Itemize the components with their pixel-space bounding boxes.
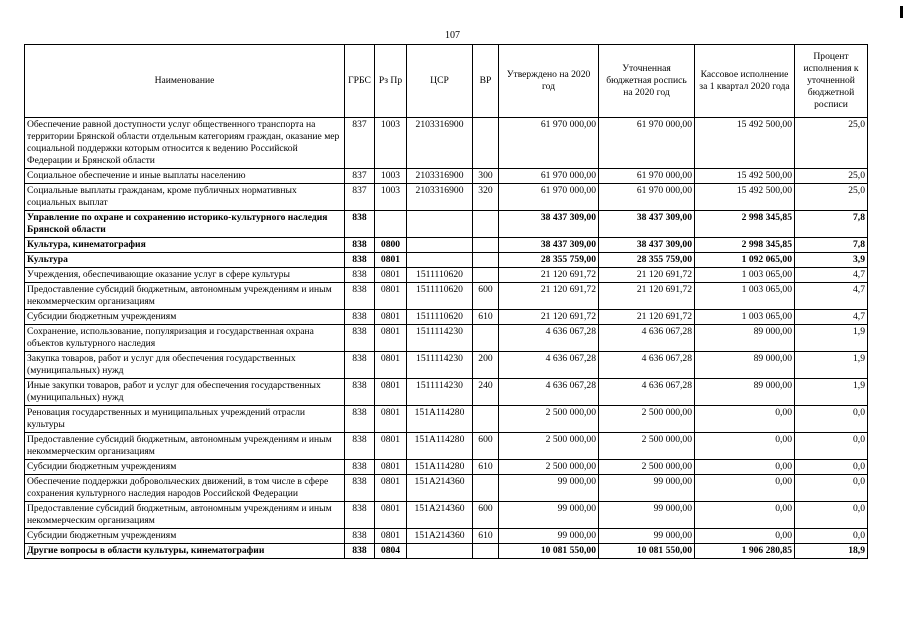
cell-approved: 21 120 691,72 (499, 267, 599, 282)
cell-grbs: 838 (345, 474, 375, 501)
cell-grbs: 838 (345, 378, 375, 405)
cell-grbs: 838 (345, 309, 375, 324)
cell-name: Закупка товаров, работ и услуг для обеспечения государственных (муниципальных) нужд (25, 351, 345, 378)
cell-name: Обеспечение поддержки добровольческих движений, в том числе в сфере сохранения культурного наследия народов Российской Федерации (25, 474, 345, 501)
cell-approved: 4 636 067,28 (499, 351, 599, 378)
cell-approved: 2 500 000,00 (499, 432, 599, 459)
cell-name: Культура (25, 252, 345, 267)
cell-grbs: 837 (345, 168, 375, 183)
cell-rzpr: 0801 (375, 405, 407, 432)
cell-cash: 0,00 (695, 501, 795, 528)
cell-csr: 1511114230 (407, 324, 473, 351)
cell-cash: 0,00 (695, 474, 795, 501)
cell-rzpr: 0801 (375, 501, 407, 528)
cell-cash: 1 906 280,85 (695, 543, 795, 558)
cell-vr: 320 (473, 183, 499, 210)
table-row (25, 252, 868, 267)
cell-csr: 151A114280 (407, 405, 473, 432)
cell-revised: 4 636 067,28 (599, 324, 695, 351)
header-percent: Процент исполнения к уточненной бюджетной росписи (795, 45, 868, 118)
cell-cash: 1 003 065,00 (695, 267, 795, 282)
cell-csr: 1511114230 (407, 351, 473, 378)
cell-rzpr (375, 210, 407, 237)
cell-revised: 61 970 000,00 (599, 118, 695, 169)
cell-percent: 25,0 (795, 118, 868, 169)
cell-percent: 18,9 (795, 543, 868, 558)
cell-cash: 0,00 (695, 405, 795, 432)
cell-approved: 4 636 067,28 (499, 378, 599, 405)
cell-approved: 2 500 000,00 (499, 405, 599, 432)
cell-vr (473, 210, 499, 237)
cell-grbs: 837 (345, 118, 375, 169)
edge-mark (900, 6, 903, 18)
cell-percent: 4,7 (795, 282, 868, 309)
header-grbs: ГРБС (345, 45, 375, 118)
cell-name: Предоставление субсидий бюджетным, автономным учреждениям и иным некоммерческим организациям (25, 282, 345, 309)
cell-csr: 2103316900 (407, 168, 473, 183)
header-vr: ВР (473, 45, 499, 118)
table-row (25, 282, 868, 309)
table-row (25, 405, 868, 432)
cell-percent: 0,0 (795, 405, 868, 432)
cell-grbs: 838 (345, 267, 375, 282)
cell-vr: 610 (473, 528, 499, 543)
cell-approved: 2 500 000,00 (499, 459, 599, 474)
cell-percent: 25,0 (795, 183, 868, 210)
cell-csr: 151A114280 (407, 432, 473, 459)
cell-name: Культура, кинематография (25, 237, 345, 252)
cell-csr: 1511110620 (407, 282, 473, 309)
table-row (25, 501, 868, 528)
table-row (25, 267, 868, 282)
cell-name: Учреждения, обеспечивающие оказание услуг в сфере культуры (25, 267, 345, 282)
cell-cash: 89 000,00 (695, 324, 795, 351)
cell-approved: 21 120 691,72 (499, 309, 599, 324)
cell-vr (473, 267, 499, 282)
cell-grbs: 838 (345, 543, 375, 558)
cell-percent: 0,0 (795, 459, 868, 474)
cell-revised: 38 437 309,00 (599, 210, 695, 237)
cell-grbs: 838 (345, 501, 375, 528)
table-row (25, 543, 868, 558)
cell-cash: 15 492 500,00 (695, 183, 795, 210)
cell-csr (407, 210, 473, 237)
cell-percent: 1,9 (795, 378, 868, 405)
cell-rzpr: 0801 (375, 267, 407, 282)
cell-grbs: 838 (345, 405, 375, 432)
cell-vr: 600 (473, 501, 499, 528)
cell-csr (407, 237, 473, 252)
cell-revised: 2 500 000,00 (599, 432, 695, 459)
cell-rzpr: 1003 (375, 183, 407, 210)
cell-rzpr: 0801 (375, 252, 407, 267)
cell-cash: 15 492 500,00 (695, 118, 795, 169)
cell-rzpr: 0801 (375, 324, 407, 351)
cell-revised: 10 081 550,00 (599, 543, 695, 558)
cell-revised: 4 636 067,28 (599, 378, 695, 405)
cell-name: Сохранение, использование, популяризация и государственная охрана объектов культурного наследия (25, 324, 345, 351)
table-row (25, 309, 868, 324)
cell-name: Социальное обеспечение и иные выплаты населению (25, 168, 345, 183)
cell-vr (473, 252, 499, 267)
cell-revised: 21 120 691,72 (599, 309, 695, 324)
header-csr: ЦСР (407, 45, 473, 118)
cell-approved: 10 081 550,00 (499, 543, 599, 558)
cell-revised: 99 000,00 (599, 474, 695, 501)
cell-vr: 240 (473, 378, 499, 405)
cell-percent: 7,8 (795, 237, 868, 252)
cell-rzpr: 0801 (375, 282, 407, 309)
cell-name: Иные закупки товаров, работ и услуг для обеспечения государственных (муниципальных) нужд (25, 378, 345, 405)
cell-vr (473, 543, 499, 558)
cell-grbs: 838 (345, 432, 375, 459)
cell-rzpr: 0801 (375, 378, 407, 405)
cell-rzpr: 0804 (375, 543, 407, 558)
cell-vr: 200 (473, 351, 499, 378)
cell-revised: 99 000,00 (599, 501, 695, 528)
cell-grbs: 838 (345, 351, 375, 378)
cell-approved: 99 000,00 (499, 501, 599, 528)
cell-cash: 2 998 345,85 (695, 210, 795, 237)
table-row (25, 351, 868, 378)
cell-percent: 1,9 (795, 324, 868, 351)
cell-rzpr: 0801 (375, 474, 407, 501)
cell-csr: 151A214360 (407, 474, 473, 501)
cell-name: Реновация государственных и муниципальных учреждений отрасли культуры (25, 405, 345, 432)
header-revised: Уточненная бюджетная роспись на 2020 год (599, 45, 695, 118)
table-body (25, 118, 868, 559)
cell-revised: 28 355 759,00 (599, 252, 695, 267)
table-row (25, 459, 868, 474)
cell-approved: 38 437 309,00 (499, 237, 599, 252)
cell-percent: 0,0 (795, 432, 868, 459)
header-approved: Утверждено на 2020 год (499, 45, 599, 118)
cell-percent: 0,0 (795, 474, 868, 501)
header-cash: Кассовое исполнение за 1 квартал 2020 года (695, 45, 795, 118)
cell-revised: 21 120 691,72 (599, 282, 695, 309)
cell-grbs: 837 (345, 183, 375, 210)
cell-approved: 99 000,00 (499, 528, 599, 543)
cell-csr: 151A214360 (407, 528, 473, 543)
cell-rzpr: 0801 (375, 309, 407, 324)
cell-vr: 610 (473, 459, 499, 474)
cell-approved: 38 437 309,00 (499, 210, 599, 237)
cell-percent: 25,0 (795, 168, 868, 183)
cell-revised: 61 970 000,00 (599, 168, 695, 183)
cell-vr: 610 (473, 309, 499, 324)
cell-revised: 21 120 691,72 (599, 267, 695, 282)
cell-csr: 1511110620 (407, 309, 473, 324)
cell-rzpr: 0801 (375, 351, 407, 378)
cell-vr (473, 324, 499, 351)
cell-grbs: 838 (345, 528, 375, 543)
cell-rzpr: 0801 (375, 432, 407, 459)
cell-revised: 2 500 000,00 (599, 405, 695, 432)
cell-grbs: 838 (345, 237, 375, 252)
table-row (25, 474, 868, 501)
cell-vr (473, 474, 499, 501)
cell-vr: 600 (473, 432, 499, 459)
cell-csr: 2103316900 (407, 118, 473, 169)
cell-approved: 4 636 067,28 (499, 324, 599, 351)
cell-percent: 1,9 (795, 351, 868, 378)
cell-vr (473, 405, 499, 432)
cell-percent: 4,7 (795, 309, 868, 324)
cell-cash: 15 492 500,00 (695, 168, 795, 183)
cell-approved: 99 000,00 (499, 474, 599, 501)
cell-cash: 0,00 (695, 459, 795, 474)
header-name: Наименование (25, 45, 345, 118)
cell-revised: 99 000,00 (599, 528, 695, 543)
cell-name: Субсидии бюджетным учреждениям (25, 459, 345, 474)
cell-cash: 1 092 065,00 (695, 252, 795, 267)
cell-csr: 1511110620 (407, 267, 473, 282)
cell-name: Социальные выплаты гражданам, кроме публичных нормативных социальных выплат (25, 183, 345, 210)
budget-table (24, 44, 868, 559)
page-number: 107 (445, 30, 460, 41)
cell-cash: 89 000,00 (695, 351, 795, 378)
cell-revised: 61 970 000,00 (599, 183, 695, 210)
cell-revised: 4 636 067,28 (599, 351, 695, 378)
cell-cash: 1 003 065,00 (695, 282, 795, 309)
cell-csr (407, 543, 473, 558)
cell-percent: 0,0 (795, 528, 868, 543)
cell-percent: 3,9 (795, 252, 868, 267)
cell-grbs: 838 (345, 210, 375, 237)
cell-grbs: 838 (345, 282, 375, 309)
cell-revised: 2 500 000,00 (599, 459, 695, 474)
cell-rzpr: 0801 (375, 528, 407, 543)
table-row (25, 528, 868, 543)
cell-rzpr: 0800 (375, 237, 407, 252)
cell-vr (473, 237, 499, 252)
header-row (25, 45, 868, 118)
cell-csr: 151A114280 (407, 459, 473, 474)
cell-approved: 61 970 000,00 (499, 118, 599, 169)
cell-approved: 61 970 000,00 (499, 168, 599, 183)
table-row (25, 210, 868, 237)
cell-cash: 0,00 (695, 432, 795, 459)
table-row (25, 378, 868, 405)
cell-csr (407, 252, 473, 267)
cell-rzpr: 1003 (375, 118, 407, 169)
cell-revised: 38 437 309,00 (599, 237, 695, 252)
cell-csr: 1511114230 (407, 378, 473, 405)
cell-cash: 0,00 (695, 528, 795, 543)
cell-name: Обеспечение равной доступности услуг общественного транспорта на территории Брянской области отдельным категориям граждан, оказание мер социальной поддержки которым относится к ведению Российской Федерации и Брянской области (25, 118, 345, 169)
cell-approved: 21 120 691,72 (499, 282, 599, 309)
cell-grbs: 838 (345, 324, 375, 351)
table-row (25, 324, 868, 351)
cell-csr: 151A214360 (407, 501, 473, 528)
cell-vr: 600 (473, 282, 499, 309)
cell-cash: 2 998 345,85 (695, 237, 795, 252)
cell-csr: 2103316900 (407, 183, 473, 210)
cell-name: Другие вопросы в области культуры, кинематографии (25, 543, 345, 558)
cell-rzpr: 0801 (375, 459, 407, 474)
cell-cash: 89 000,00 (695, 378, 795, 405)
cell-vr: 300 (473, 168, 499, 183)
cell-percent: 7,8 (795, 210, 868, 237)
cell-percent: 0,0 (795, 501, 868, 528)
table-row (25, 432, 868, 459)
cell-name: Управление по охране и сохранению историко-культурного наследия Брянской области (25, 210, 345, 237)
cell-name: Субсидии бюджетным учреждениям (25, 528, 345, 543)
cell-name: Субсидии бюджетным учреждениям (25, 309, 345, 324)
cell-approved: 61 970 000,00 (499, 183, 599, 210)
cell-grbs: 838 (345, 252, 375, 267)
header-rzpr: Рз Пр (375, 45, 407, 118)
table-row (25, 118, 868, 169)
cell-name: Предоставление субсидий бюджетным, автономным учреждениям и иным некоммерческим организациям (25, 501, 345, 528)
cell-name: Предоставление субсидий бюджетным, автономным учреждениям и иным некоммерческим организациям (25, 432, 345, 459)
cell-approved: 28 355 759,00 (499, 252, 599, 267)
cell-percent: 4,7 (795, 267, 868, 282)
table-row (25, 168, 868, 183)
cell-cash: 1 003 065,00 (695, 309, 795, 324)
table-row (25, 183, 868, 210)
cell-vr (473, 118, 499, 169)
cell-grbs: 838 (345, 459, 375, 474)
cell-rzpr: 1003 (375, 168, 407, 183)
table-row (25, 237, 868, 252)
